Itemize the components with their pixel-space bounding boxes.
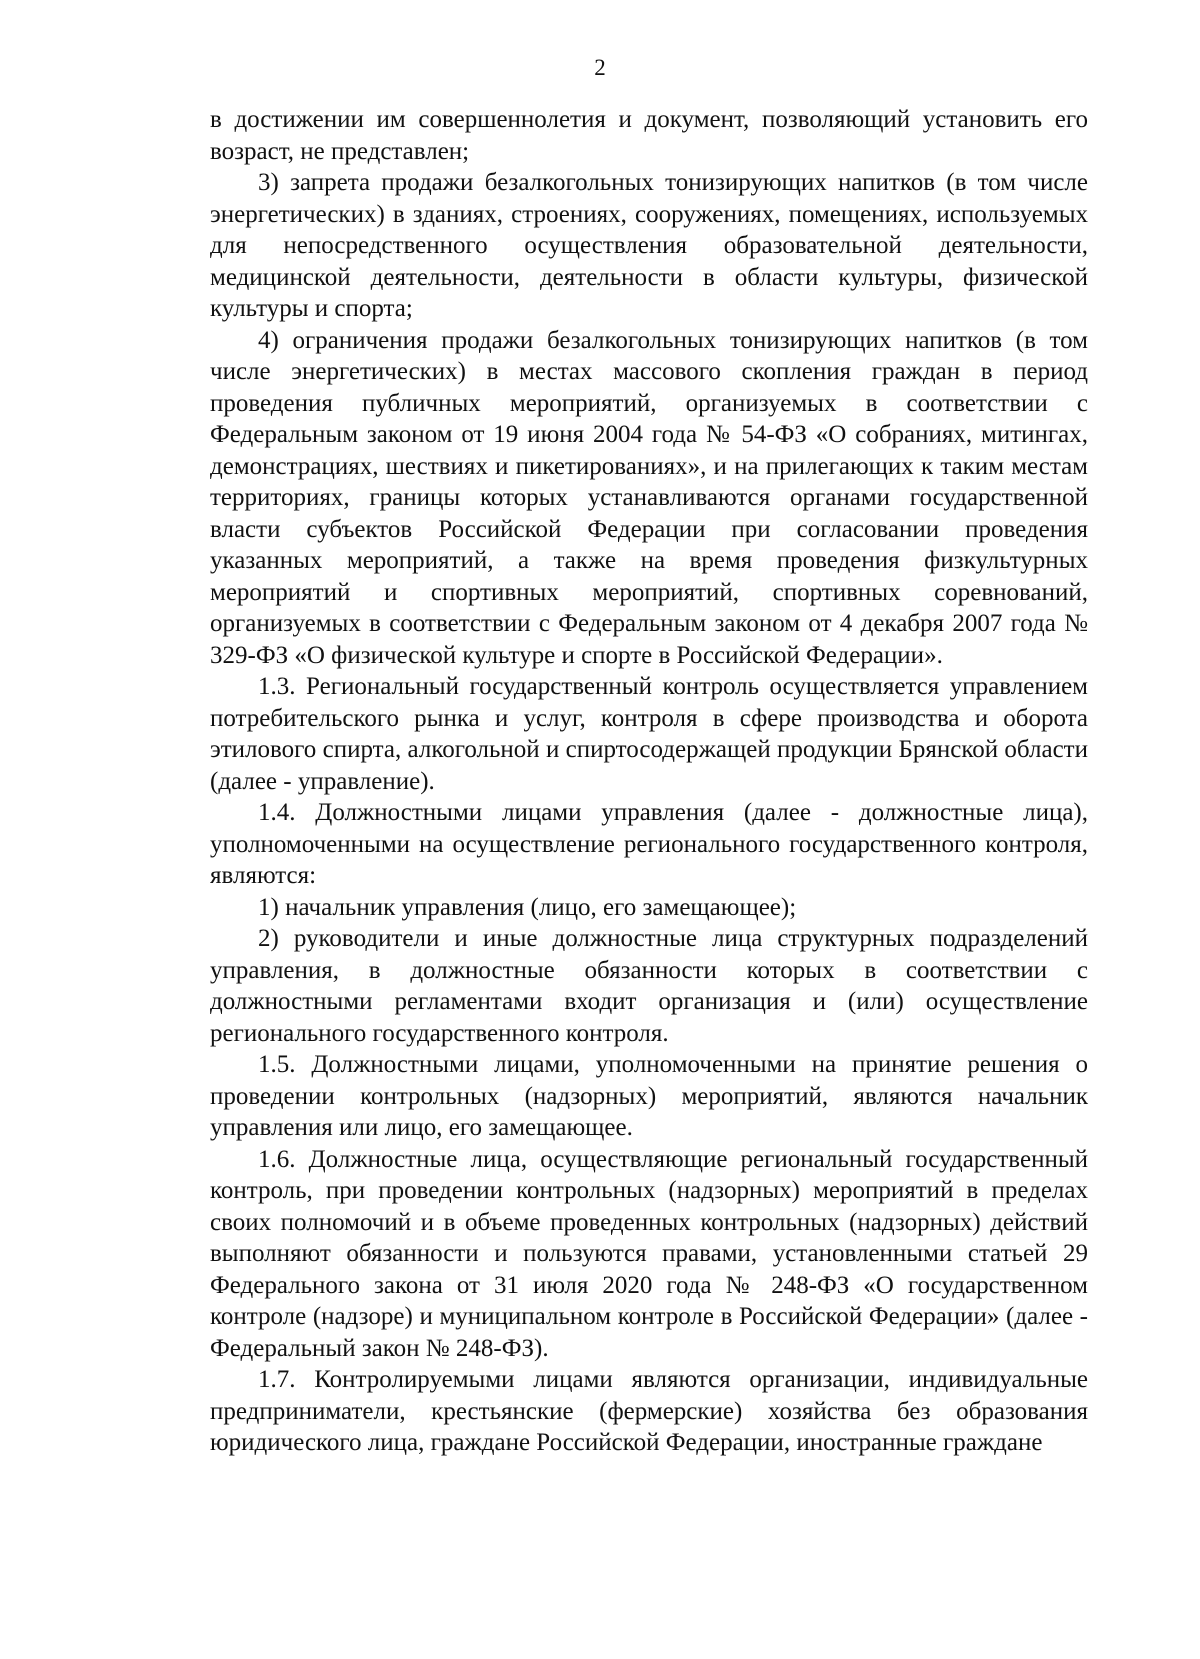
paragraph-item-4: 4) ограничения продажи безалкогольных тонизирующих напитков (в том числе энергетических) в местах массового скопления граждан в период проведения публичных мероприятий, организуемых в соответствии с Федеральным законом от 19 июня 2004 года № 54-ФЗ «О собраниях, митингах, демонстрациях, шествиях и пикетированиях», и на прилегающих к таким местам территориях, границы которых устанавливаются органами государственной власти субъектов Российской Федерации при согласовании проведения указанных мероприятий, а также на время проведения физкультурных мероприятий и спортивных мероприятий, спортивных соревнований, организуемых в соответствии с Федеральным законом от 4 декабря 2007 года № 329-ФЗ «О физической культуре и спорте в Российской Федерации». xyxy=(210,326,1088,669)
document-body xyxy=(210,104,1088,1459)
paragraph-1-4-item-2: 2) руководители и иные должностные лица структурных подразделений управления, в должностные обязанности которых в соответствии с должностными регламентами входит организация и (или) осуществление регионального государственного контроля. xyxy=(210,925,1088,1047)
paragraph-item-3: 3) запрета продажи безалкогольных тонизирующих напитков (в том числе энергетических) в зданиях, строениях, сооружениях, помещениях, используемых для непосредственного осуществления образовательной деятельности, медицинской деятельности, деятельности в области культуры, физической культуры и спорта; xyxy=(210,169,1088,322)
paragraph-1-5: 1.5. Должностными лицами, уполномоченными на принятие решения о проведении контрольных (надзорных) мероприятий, являются начальник управления или лицо, его замещающее. xyxy=(210,1051,1088,1141)
page-number: 2 xyxy=(594,55,606,80)
paragraph-1-7: 1.7. Контролируемыми лицами являются организации, индивидуальные предприниматели, крестьянские (фермерские) хозяйства без образования юридического лица, граждане Российской Федерации, иностранные граждане xyxy=(210,1366,1088,1456)
paragraph-1-4: 1.4. Должностными лицами управления (далее - должностные лица), уполномоченными на осуществление регионального государственного контроля, являются: xyxy=(210,799,1088,889)
paragraph-1-4-item-1: 1) начальник управления (лицо, его замещающее); xyxy=(258,893,797,921)
paragraph-1-6: 1.6. Должностные лица, осуществляющие региональный государственный контроль, при проведении контрольных (надзорных) мероприятий в пределах своих полномочий и в объеме проведенных контрольных (надзорных) действий выполняют обязанности и пользуются правами, установленными статьей 29 Федерального закона от 31 июля 2020 года № 248-ФЗ «О государственном контроле (надзоре) и муниципальном контроле в Российской Федерации» (далее - Федеральный закон № 248-ФЗ). xyxy=(210,1145,1088,1362)
paragraph-1-3: 1.3. Региональный государственный контроль осуществляется управлением потребительского рынка и услуг, контроля в сфере производства и оборота этилового спирта, алкогольной и спиртосодержащей продукции Брянской области (далее - управление). xyxy=(210,673,1088,795)
paragraph-continuation: в достижении им совершеннолетия и документ, позволяющий установить его возраст, не представлен; xyxy=(210,106,1088,165)
